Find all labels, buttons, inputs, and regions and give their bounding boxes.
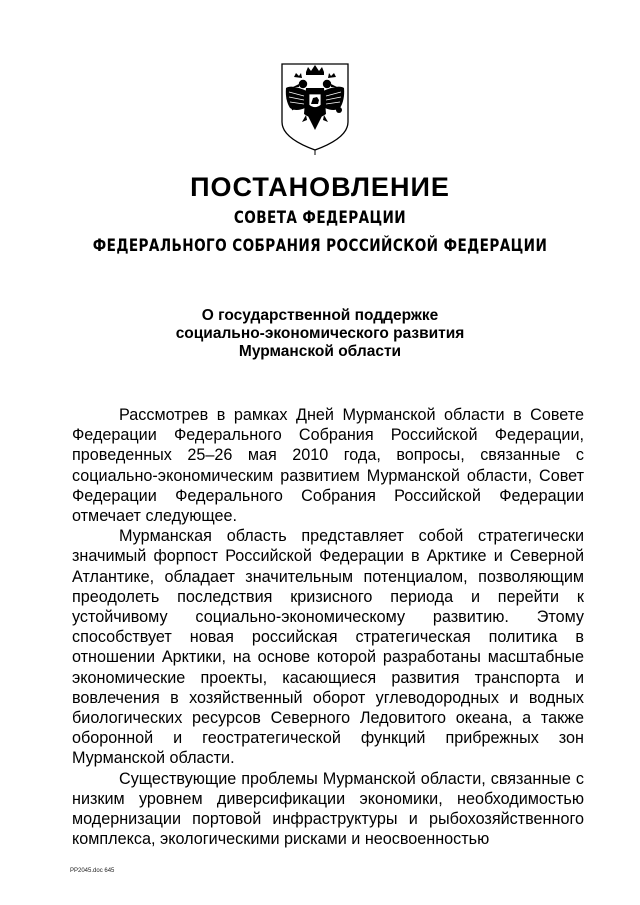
body-paragraph-3: Существующие проблемы Мурманской области, связанные с низким уровнем диверсификации экономики, необходимостью модернизации портовой инфраструктуры и рыбохозяйственного комплекса, экологическими рисками и неосвоенностью <box>72 769 584 849</box>
issuer-line-2: ФЕДЕРАЛЬНОГО СОБРАНИЯ РОССИЙСКОЙ ФЕДЕРАЦИИ <box>92 236 548 256</box>
document-title: ПОСТАНОВЛЕНИЕ <box>190 172 450 202</box>
body-paragraph-1: Рассмотрев в рамках Дней Мурманской области в Совете Федерации Федерального Собрания Российской Федерации, проведенных 25–26 мая 2010 года, вопросы, связанные с социально-экономическим развитием Мурманской области, Совет Федерации Федерального Собрания Российской Федерации отмечает следующее. <box>72 406 584 526</box>
issuer-line-1: СОВЕТА ФЕДЕРАЦИИ <box>233 208 407 228</box>
body-paragraph-2: Мурманская область представляет собой стратегически значимый форпост Российской Федерации в Арктике и Северной Атлантике, обладает значительным потенциалом, позволяющим преодолеть последствия кризисного периода и перейти к устойчивому социально-экономическому развитию. Этому способствует новая российская стратегическая политика в отношении Арктики, на основе которой разработаны масштабные экономические проекты, касающиеся развития транспорта и вовлечения в хозяйственный оборот углеводородных и водных биологических ресурсов Северного Ледовитого океана, а также оборонной и геостратегической функций прибрежных зон Мурманской области. <box>72 527 584 768</box>
document-subject <box>0 307 640 361</box>
subject-line-3: Мурманской области <box>238 343 402 360</box>
document-body <box>72 405 584 849</box>
subject-line-2: социально-экономического развития <box>175 325 465 342</box>
subject-line-1: О государственной поддержке <box>201 307 439 324</box>
document-reference: РР2045.doc 645 <box>70 868 115 874</box>
russian-coat-of-arms-icon <box>276 60 354 156</box>
